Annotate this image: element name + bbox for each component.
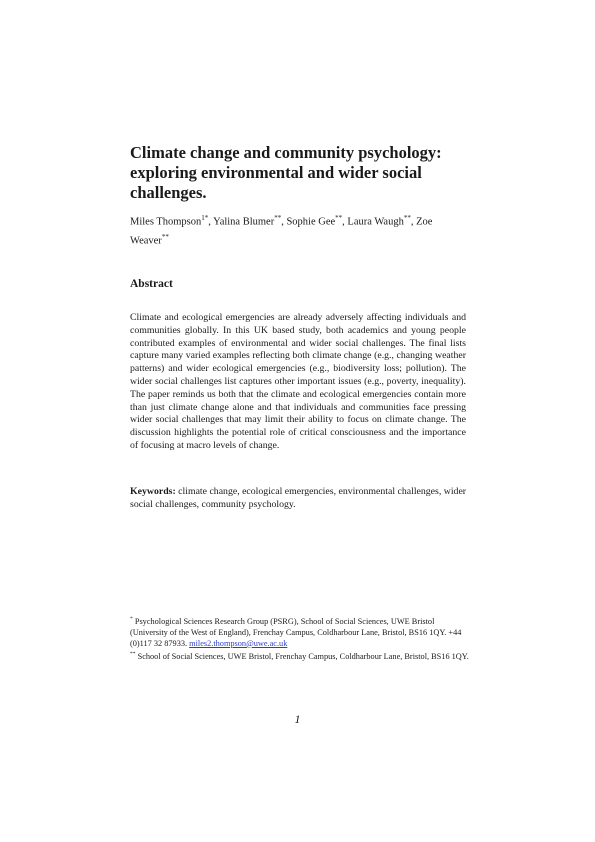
author-affiliation-mark: 1* [201,214,209,222]
footnote-affiliation-1 [130,614,470,649]
author-separator: , [410,216,417,228]
keywords [130,485,470,511]
abstract-text: Climate and ecological emergencies are already adversely affecting individuals and communities globally. In this UK based study, both academics and young people contributed examples of environmental and wider social challenges. The final lists capture many varied examples reflecting both climate change (e.g., changing weather patterns) and wider ecological emergencies (e.g., biodiversity loss; pollution). The wider social challenges list captures other important issues (e.g., poverty, inequality). The paper reminds us both that the climate and ecological emergencies contain more than just climate change alone and that individuals and communities face pressing wider social challenges that may limit their ability to focus on climate change. The discussion highlights the potential role of critical consciousness and the importance of focusing at macro levels of change. [130,312,466,451]
author-affiliation-mark: ** [161,232,169,241]
abstract-heading: Abstract [130,278,173,290]
footnote-mark: ** [130,650,136,657]
author-separator: , [208,216,214,228]
footnote-text: School of Social Sciences, UWE Bristol, Frenchay Campus, Coldharbour Lane, Bristol, BS16 1QY. [135,651,469,661]
author-affiliation-mark: ** [274,214,282,222]
footnote-mark: * [130,616,133,622]
keywords-label: Keywords: [130,486,176,497]
author-affiliation-mark: ** [403,214,411,222]
author-separator: , [342,216,348,228]
page-number: 1 [294,712,301,726]
footnote-affiliation-2 [130,649,470,662]
author-email-link[interactable]: miles2.thompson@uwe.ac.uk [189,638,288,648]
author-separator: , [281,216,287,228]
author-name: Zoe Weaver [130,216,433,246]
footnote-text: Psychological Sciences Research Group (PSRG), School of Social Sciences, UWE Bristol (University of the West of England), Frenchay Campus, Coldharbour Lane, Bristol, BS16 1QY. +44 (0)117 32 87933. [130,616,462,648]
keywords-text: climate change, ecological emergencies, environmental challenges, wider social challenges, community psychology. [130,486,467,510]
author-affiliation-mark: ** [335,214,343,222]
author-name: Laura Waugh [347,216,404,228]
author-list [130,211,470,248]
author-name: Yalina Blumer [213,216,275,228]
paper-title: Climate change and community psychology: exploring environmental and wider social challenges. [130,143,442,202]
footnotes [130,614,470,662]
author-name: Miles Thompson [130,216,202,228]
author-name: Sophie Gee [286,216,336,228]
